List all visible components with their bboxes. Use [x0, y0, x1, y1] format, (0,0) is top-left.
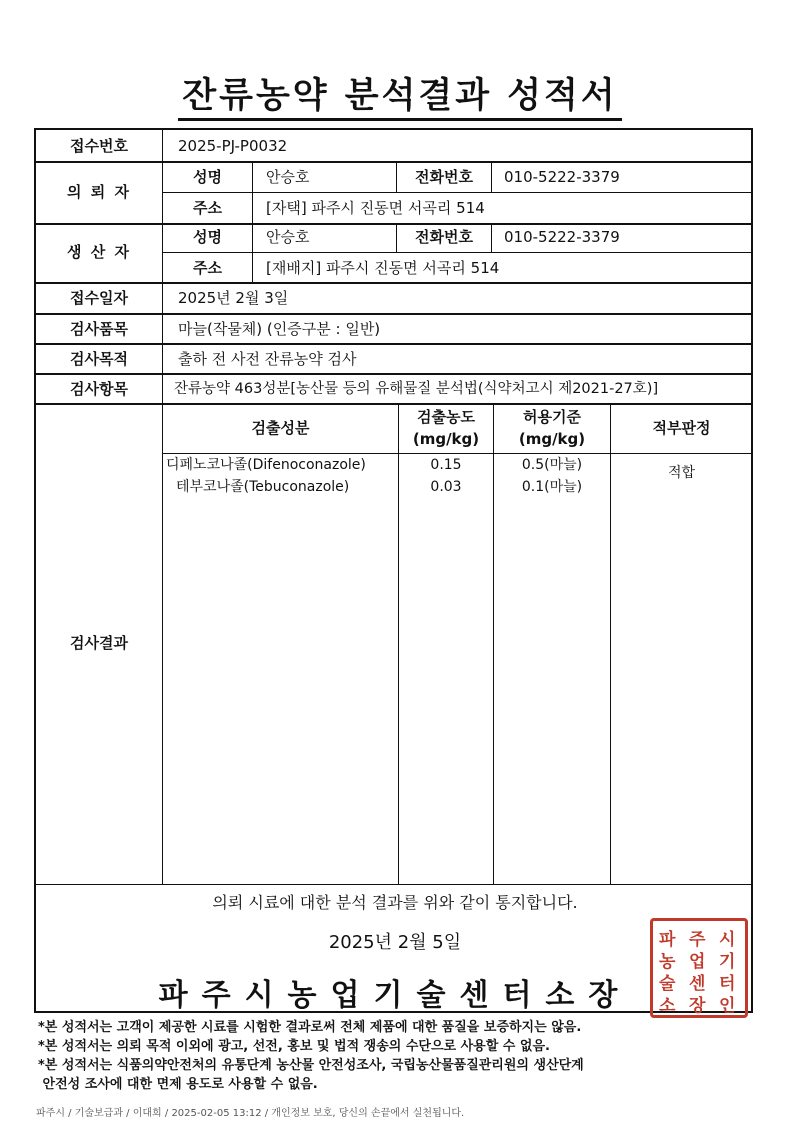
- row-limit: 0.1(마늘): [521, 479, 583, 495]
- client-phone: 010-5222-3379: [504, 168, 620, 186]
- col-concentration-unit: (mg/kg): [412, 430, 480, 448]
- row-component: 디페노코나졸(Difenoconazole): [166, 457, 366, 473]
- producer-name-label: 성명: [193, 228, 222, 246]
- row-concentration: 0.03: [430, 479, 462, 495]
- producer-address: [재배지] 파주시 진동면 서곡리 514: [266, 259, 500, 277]
- client-label: 의 뢰 자: [67, 183, 131, 201]
- notice-text: 의뢰 시료에 대한 분석 결과를 위와 같이 통지합니다.: [212, 893, 578, 912]
- issue-date: 2025년 2월 5일: [328, 932, 462, 953]
- producer-label: 생 산 자: [67, 243, 131, 261]
- purpose-value: 출하 전 사전 잔류농약 검사: [178, 350, 357, 368]
- test-item-value: 잔류농약 463성분[농산물 등의 유해물질 분석법(식약처고시 제2021-27호)]: [174, 381, 659, 397]
- producer-name: 안승호: [266, 228, 310, 246]
- purpose-label: 검사목적: [70, 350, 128, 368]
- document-title: 잔류농약 분석결과 성적서: [0, 68, 800, 118]
- row-limit: 0.5(마늘): [521, 457, 583, 473]
- producer-addr-label: 주소: [193, 259, 222, 277]
- receipt-no-label: 접수번호: [70, 137, 128, 155]
- signatory: 파주시농업기술센터소장: [158, 978, 632, 1013]
- client-address: [자택] 파주시 진동면 서곡리 514: [266, 199, 485, 217]
- receipt-no-value: 2025-PJ-P0032: [178, 137, 288, 155]
- test-item-label: 검사항목: [70, 380, 128, 398]
- note-line: *본 성적서는 의뢰 목적 이외에 광고, 선전, 홍보 및 법적 쟁송의 수단으로 사용할 수 없음.: [38, 1039, 550, 1054]
- col-limit: 허용기준: [523, 408, 581, 426]
- producer-phone: 010-5222-3379: [504, 228, 620, 246]
- note-line: 안전성 조사에 대한 면제 용도로 사용할 수 없음.: [38, 1077, 318, 1092]
- results-label: 검사결과: [70, 634, 128, 652]
- client-name-label: 성명: [193, 168, 222, 186]
- col-concentration: 검출농도: [417, 408, 475, 426]
- official-seal: 파 주 시 농 업 기 술 센 터 소 장 인: [650, 918, 748, 1018]
- client-name: 안승호: [266, 168, 310, 186]
- row-component: 테부코나졸(Tebuconazole): [176, 479, 350, 495]
- client-addr-label: 주소: [193, 199, 222, 217]
- client-phone-label: 전화번호: [415, 168, 473, 186]
- note-line: *본 성적서는 고객이 제공한 시료를 시험한 결과로써 전체 제품에 대한 품질을 보증하지는 않음.: [38, 1020, 582, 1035]
- note-line: *본 성적서는 식품의약안전처의 유통단계 농산물 안전성조사, 국립농산물품질관리원의 생산단계: [38, 1058, 584, 1073]
- receipt-date-label: 접수일자: [70, 289, 128, 307]
- item-label: 검사품목: [70, 320, 128, 338]
- producer-phone-label: 전화번호: [415, 228, 473, 246]
- row-concentration: 0.15: [430, 457, 462, 473]
- col-limit-unit: (mg/kg): [518, 430, 586, 448]
- col-component: 검출성분: [251, 419, 310, 437]
- judgement-value: 적합: [667, 465, 696, 481]
- col-judgement: 적부판정: [652, 419, 711, 437]
- notes: [38, 1018, 584, 1094]
- receipt-date-value: 2025년 2월 3일: [178, 289, 289, 307]
- footer-text: 파주시 / 기술보급과 / 이대희 / 2025-02-05 13:12 / 개인정보 보호, 당신의 손끝에서 실천됩니다.: [36, 1108, 465, 1119]
- item-value: 마늘(작물체) (인증구분 : 일반): [178, 320, 381, 338]
